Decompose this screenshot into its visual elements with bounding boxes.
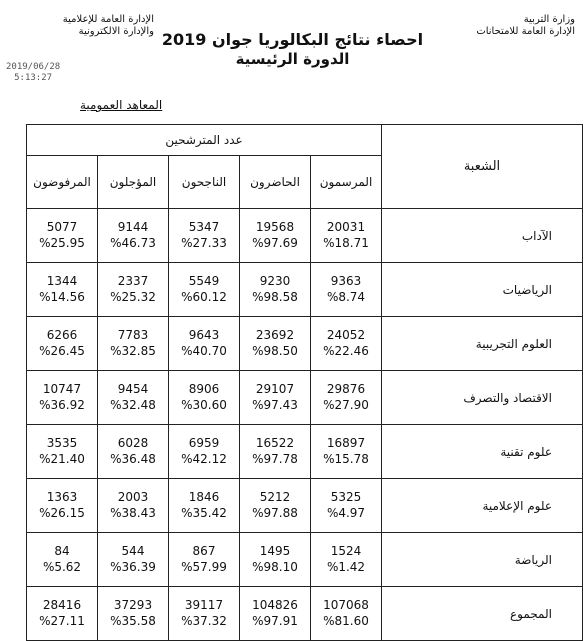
cell-count: 9144 (117, 220, 149, 234)
table-row (27, 479, 583, 533)
column-header: الناجحون (169, 156, 240, 209)
cell-percent: %46.73 (110, 236, 156, 250)
table-cell (169, 371, 240, 425)
table-cell (311, 533, 382, 587)
cell-count: 104826 (252, 598, 298, 612)
table-cell (27, 371, 98, 425)
table-cell (311, 371, 382, 425)
stream-name: الرياضيات (382, 263, 583, 317)
table-cell (311, 317, 382, 371)
cell-percent: %30.60 (181, 398, 227, 412)
table-row (27, 533, 583, 587)
table-cell (240, 209, 311, 263)
table-cell (27, 425, 98, 479)
cell-count: 5077 (46, 220, 78, 234)
exams-directorate: الإدارة العامة للامتحانات (476, 26, 575, 37)
cell-count: 29876 (326, 382, 366, 396)
stream-name: علوم تقنية (382, 425, 583, 479)
cell-percent: %97.69 (252, 236, 298, 250)
cell-count: 2337 (117, 274, 149, 288)
cell-count: 5212 (259, 490, 291, 504)
cell-percent: %32.48 (110, 398, 156, 412)
table-row (27, 587, 583, 641)
cell-percent: %98.58 (252, 290, 298, 304)
it-directorate-line1: الإدارة العامة للإعلامية (62, 14, 154, 25)
table-cell (27, 317, 98, 371)
table-cell (27, 263, 98, 317)
table-cell (240, 425, 311, 479)
cell-count: 2003 (117, 490, 149, 504)
cell-count: 10747 (42, 382, 82, 396)
cell-count: 19568 (255, 220, 295, 234)
cell-count: 8906 (188, 382, 220, 396)
cell-percent: %35.58 (110, 614, 156, 628)
cell-count: 9230 (259, 274, 291, 288)
cell-count: 24052 (326, 328, 366, 342)
cell-count: 1344 (46, 274, 78, 288)
cell-count: 9454 (117, 382, 149, 396)
column-header: المرسمون (311, 156, 382, 209)
cell-count: 84 (54, 544, 70, 558)
cell-percent: %40.70 (181, 344, 227, 358)
cell-percent: %27.33 (181, 236, 227, 250)
cell-count: 3535 (46, 436, 78, 450)
table-row (27, 263, 583, 317)
table-cell (311, 479, 382, 533)
cell-percent: %98.10 (252, 560, 298, 574)
table-cell (98, 263, 169, 317)
table-cell (169, 425, 240, 479)
cell-count: 1846 (188, 490, 220, 504)
column-header: المرفوضون (27, 156, 98, 209)
table-cell (169, 209, 240, 263)
column-header: المؤجلون (98, 156, 169, 209)
cell-percent: %37.32 (181, 614, 227, 628)
cell-count: 9643 (188, 328, 220, 342)
cell-percent: %25.32 (110, 290, 156, 304)
print-date: 2019/06/28 (6, 62, 61, 72)
cell-percent: %27.11 (39, 614, 85, 628)
table-cell (240, 479, 311, 533)
cell-percent: %81.60 (323, 614, 369, 628)
cell-count: 29107 (255, 382, 295, 396)
cell-count: 544 (121, 544, 145, 558)
cell-percent: %22.46 (323, 344, 369, 358)
cell-percent: %26.45 (39, 344, 85, 358)
it-directorate-line2: والإدارة الالكترونية (78, 26, 154, 37)
cell-percent: %97.88 (252, 506, 298, 520)
cell-percent: %5.62 (42, 560, 82, 574)
table-cell (98, 533, 169, 587)
cell-count: 6028 (117, 436, 149, 450)
table-cell (311, 587, 382, 641)
table-cell (98, 209, 169, 263)
cell-percent: %42.12 (181, 452, 227, 466)
table-cell (169, 317, 240, 371)
cell-count: 37293 (113, 598, 153, 612)
cell-percent: %1.42 (326, 560, 366, 574)
cell-count: 9363 (330, 274, 362, 288)
table-cell (27, 479, 98, 533)
cell-percent: %8.74 (326, 290, 366, 304)
cell-percent: %36.48 (110, 452, 156, 466)
cell-percent: %57.99 (181, 560, 227, 574)
table-row (27, 209, 583, 263)
cell-percent: %98.50 (252, 344, 298, 358)
cell-count: 20031 (326, 220, 366, 234)
cell-count: 39117 (184, 598, 224, 612)
cell-count: 6959 (188, 436, 220, 450)
table-cell (311, 263, 382, 317)
cell-count: 5325 (330, 490, 362, 504)
print-time: 5:13:27 (14, 73, 53, 83)
table-cell (169, 533, 240, 587)
session-subtitle: الدورة الرئيسية (235, 50, 350, 68)
table-cell (240, 317, 311, 371)
table-cell (27, 533, 98, 587)
stream-name: الرياضة (382, 533, 583, 587)
cell-percent: %15.78 (323, 452, 369, 466)
table-cell (169, 479, 240, 533)
cell-count: 107068 (323, 598, 369, 612)
cell-percent: %35.42 (181, 506, 227, 520)
cell-count: 1495 (259, 544, 291, 558)
cell-percent: %32.85 (110, 344, 156, 358)
candidates-count-header: عدد المترشحين (27, 125, 382, 156)
table-cell (98, 479, 169, 533)
cell-count: 867 (192, 544, 216, 558)
cell-percent: %36.39 (110, 560, 156, 574)
cell-count: 1363 (46, 490, 78, 504)
table-cell (98, 425, 169, 479)
table-cell (27, 209, 98, 263)
table-cell (98, 371, 169, 425)
table-cell (98, 587, 169, 641)
stream-column-header: الشعبة (382, 125, 583, 209)
cell-count: 1524 (330, 544, 362, 558)
cell-percent: %26.15 (39, 506, 85, 520)
stream-name: العلوم التجريبية (382, 317, 583, 371)
table-cell (169, 263, 240, 317)
cell-percent: %25.95 (39, 236, 85, 250)
cell-percent: %38.43 (110, 506, 156, 520)
results-table (26, 124, 583, 641)
table-row (27, 425, 583, 479)
table-cell (240, 533, 311, 587)
stream-name: الاقتصاد والتصرف (382, 371, 583, 425)
table-cell (240, 587, 311, 641)
table-cell (240, 263, 311, 317)
table-cell (240, 371, 311, 425)
cell-count: 6266 (46, 328, 78, 342)
stream-name: المجموع (382, 587, 583, 641)
cell-count: 28416 (42, 598, 82, 612)
cell-percent: %14.56 (39, 290, 85, 304)
cell-percent: %97.91 (252, 614, 298, 628)
cell-percent: %60.12 (181, 290, 227, 304)
cell-percent: %36.92 (39, 398, 85, 412)
cell-count: 5549 (188, 274, 220, 288)
column-header: الحاضرون (240, 156, 311, 209)
page-title: احصاء نتائج البكالوريا جوان 2019 (161, 30, 424, 49)
table-cell (311, 209, 382, 263)
cell-percent: %27.90 (323, 398, 369, 412)
cell-percent: %4.97 (326, 506, 366, 520)
table-row (27, 317, 583, 371)
cell-count: 16897 (326, 436, 366, 450)
table-cell (311, 425, 382, 479)
table-cell (169, 587, 240, 641)
cell-percent: %21.40 (39, 452, 85, 466)
cell-count: 16522 (255, 436, 295, 450)
section-label: المعاهد العمومية (80, 98, 163, 112)
cell-count: 5347 (188, 220, 220, 234)
cell-count: 23692 (255, 328, 295, 342)
stream-name: الآداب (382, 209, 583, 263)
ministry-name: وزارة التربية (523, 14, 575, 25)
cell-percent: %97.78 (252, 452, 298, 466)
table-row (27, 371, 583, 425)
cell-count: 7783 (117, 328, 149, 342)
table-body (27, 209, 583, 641)
stream-name: علوم الإعلامية (382, 479, 583, 533)
table-cell (27, 587, 98, 641)
cell-percent: %97.43 (252, 398, 298, 412)
table-cell (98, 317, 169, 371)
cell-percent: %18.71 (323, 236, 369, 250)
